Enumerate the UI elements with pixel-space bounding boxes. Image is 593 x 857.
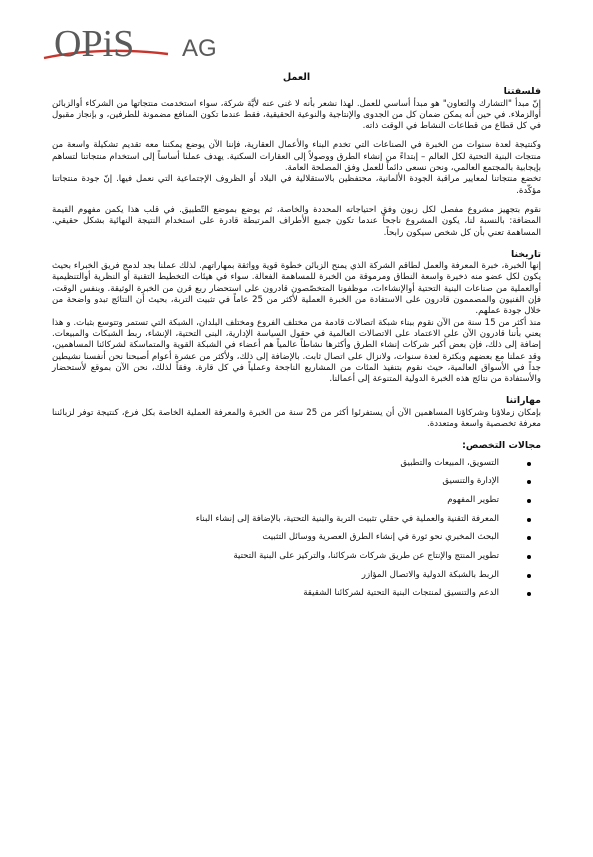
- logo-brand-text: OPiS: [54, 23, 135, 65]
- paragraph: منذ أكثر من 15 سنة من الآن نقوم ببناء شبكة اتصالات قادمة من مختلف الفروع ومختلف البلدان، الشبكة التي تستمر وتتوسع بثبات. و هذا يعني بأننا قادرون الآن على الاعتماد على الاتصالات العالمية في حقول السياسة الإدارية، البنى التحتية، الإنشاء، ربط الشبكات والمبيعات. إضافة إلى ذلك، فإن بعض أكبر شركات إنشاء الطرق وأكثرها نشاطاً عالمياً هم أعضاء في الشبكة القوية والمتماسكة لشركائنا المساهمين، وقد عملنا مع بعضهم وبكثرة لعدة سنوات، ولانزال على اتصال ثابت. بالإضافة إلى ذلك، ولأكثر من عشرة أعوام أصبحنا نحن أنفسنا نشيطين جداً في الأسواق العالمية، حيث نقوم بتنفيذ المئات من المشاريع الناجحة وعملياً في كل قارة. وفقاً لذلك، نحن الآن بموقع لأستحضار والأستفادة من نتائج هذه الخبرة الدولية المتنوعة إلى أعمالنا.: [52, 317, 541, 385]
- bullet-icon: [527, 480, 531, 484]
- section-heading-skills: مهاراتنا: [506, 395, 541, 407]
- list-item: [52, 458, 511, 469]
- bullet-icon: [527, 462, 531, 466]
- bullet-icon: [527, 518, 531, 522]
- list-item: [52, 551, 511, 562]
- bullet-icon: [527, 592, 531, 596]
- paragraph: إنّ مبدأ "التشارك والتعاون" هو مبدأ أساسي للعمل. لهذا نشعر بأنه لا غنى عنه لأيَّة شركة، سواء استخدمت منتجاتها من الشركاء أوالزبائن أوالزملاء. في حين أنه يمكن ضمان كل من الجدوى والإنتاجية والنوعية الحقيقية، فقط عندما تكون المنافع مضمونة للطرفين، و بإنجاز مقبول في كل قطاع من قطاعات النشاط في الوقت ذاته.: [52, 98, 541, 132]
- list-item: [52, 514, 511, 525]
- list-item-text: المعرفة التقنية والعملية في حقلي تثبيت التربة والبنية التحتية، بالإضافة إلى إنشاء البناء: [195, 513, 499, 524]
- section-heading-philosophy: فلسفتنا: [503, 86, 541, 98]
- section-heading-history: تاريخنا: [510, 248, 541, 260]
- list-item-text: الربط بالشبكة الدولية والاتصال المؤازر: [361, 569, 499, 580]
- paragraph: بإمكان زملاؤنا وشركاؤنا المساهمين الآن أن يستفرئوا أكثر من 25 سنة من الخبرة والمعرفة العملية الخاصة بكل فرع، كنتيجة توفر لزبائننا معرفة تخصصية واسعة ومتعددة.: [52, 407, 541, 430]
- document-body: [52, 72, 541, 607]
- list-item-text: البحث المخبري نحو ثورة في إنشاء الطرق العصرية ووسائل التثبيت: [262, 532, 499, 543]
- paragraph: نقوم بتجهيز مشروع مفصل لكل زبون وفق احتياجاته المحددة والخاصة، ثم يوضع بموضع التّطبيق. في قلب هذا يكمن مفهوم القيمة المضافة: بالنسبة لنا، يكون المشروع ناجحاً عندما تكون جميع الأطراف المرتبطة قادرة على استخدام النتيجة النهائية بشكل حقيقي. المساهمة تعني بأن كل شخص سيكون رابحاً.: [52, 204, 541, 238]
- list-item-text: التسويق، المبيعات والتطبيق: [400, 457, 499, 468]
- paragraph: تخضع منتجاتنا لمعايير مراقبة الجودة الألمانية، محتفظين بالاستقلالية في البلاد أو الظروف الإجتماعية التي نعمل فيها. إنّ جودة منتجاتنا مؤكّدة.: [52, 174, 541, 196]
- opis-logo-graphic: [40, 18, 260, 70]
- list-item-text: الإدارة والتنسيق: [442, 476, 499, 487]
- paragraph: وكنتيجة لعدة سنوات من الخبرة في الصناعات التي تخدم البناء والأعمال العقارية، فإننا الآن يوضع يمكننا معه تقديم تشكيلة واسعة من منتجات البنية التحتية لكل العالم – إبتداءً من إنشاء الطرق ووصولاً إلى العقارات السكنية. يهدف عملنا أساساً إلى استخدام منتجاتنا لتساهم بإيجابية بالمجتمع العالمي، ونحن نسعى دائماً للعمل وفق المصلحة العامة.: [52, 140, 541, 174]
- list-item: [52, 476, 511, 487]
- paragraph: إنها الخبرة، خبرة المعرفة والعمل لطاقم الشركة الذي يمنح الزبائن خطوة قوية وواثقة بمهاراتهم. لذلك عملنا بجد لدمج فريق الخبراء بحيث يكون لكل عضو منه ذخيرة واسعة النطاق ومرموقة من الخبرة للمساهمة الفعالة. سواء في هيئات التخطيط التقنية أو النظرية أوالتنظيمية أوالعملية من صناعات البنية التحتية أوالإنشاءات، موظفونا المتخصّصون قادرون على استحضار ربع قرن من الخبرة الوثيقة. وبنفس الوقت، فإن الفنيون والمصممون قادرون على الاستفادة من الخبرة العملية لأكثر من 25 عاماً في تثبيت التربة، بحيث أن النتائج تبدو واضحة من خلال جودة عملهم.: [52, 261, 541, 317]
- bullet-icon: [527, 555, 531, 559]
- specializations-list: [52, 458, 541, 600]
- bullet-icon: [527, 499, 531, 503]
- logo-suffix-text: AG: [182, 35, 217, 62]
- list-item-text: تطوير المنتج والإنتاج عن طريق شركات شركائنا، والتركيز على البنية التحتية: [233, 551, 499, 562]
- document-title: العمل: [282, 72, 311, 83]
- list-item: [52, 532, 511, 543]
- company-logo: [40, 18, 260, 70]
- section-heading-specializations: مجالات التخصص:: [462, 440, 541, 452]
- list-item: [52, 495, 511, 506]
- bullet-icon: [527, 574, 531, 578]
- list-item: [52, 588, 511, 599]
- list-item-text: الدعم والتنسيق لمنتجات البنية التحتية لشركائنا الشقيقة: [303, 588, 499, 599]
- list-item: [52, 570, 511, 581]
- list-item-text: تطوير المفهوم: [447, 494, 499, 505]
- bullet-icon: [527, 536, 531, 540]
